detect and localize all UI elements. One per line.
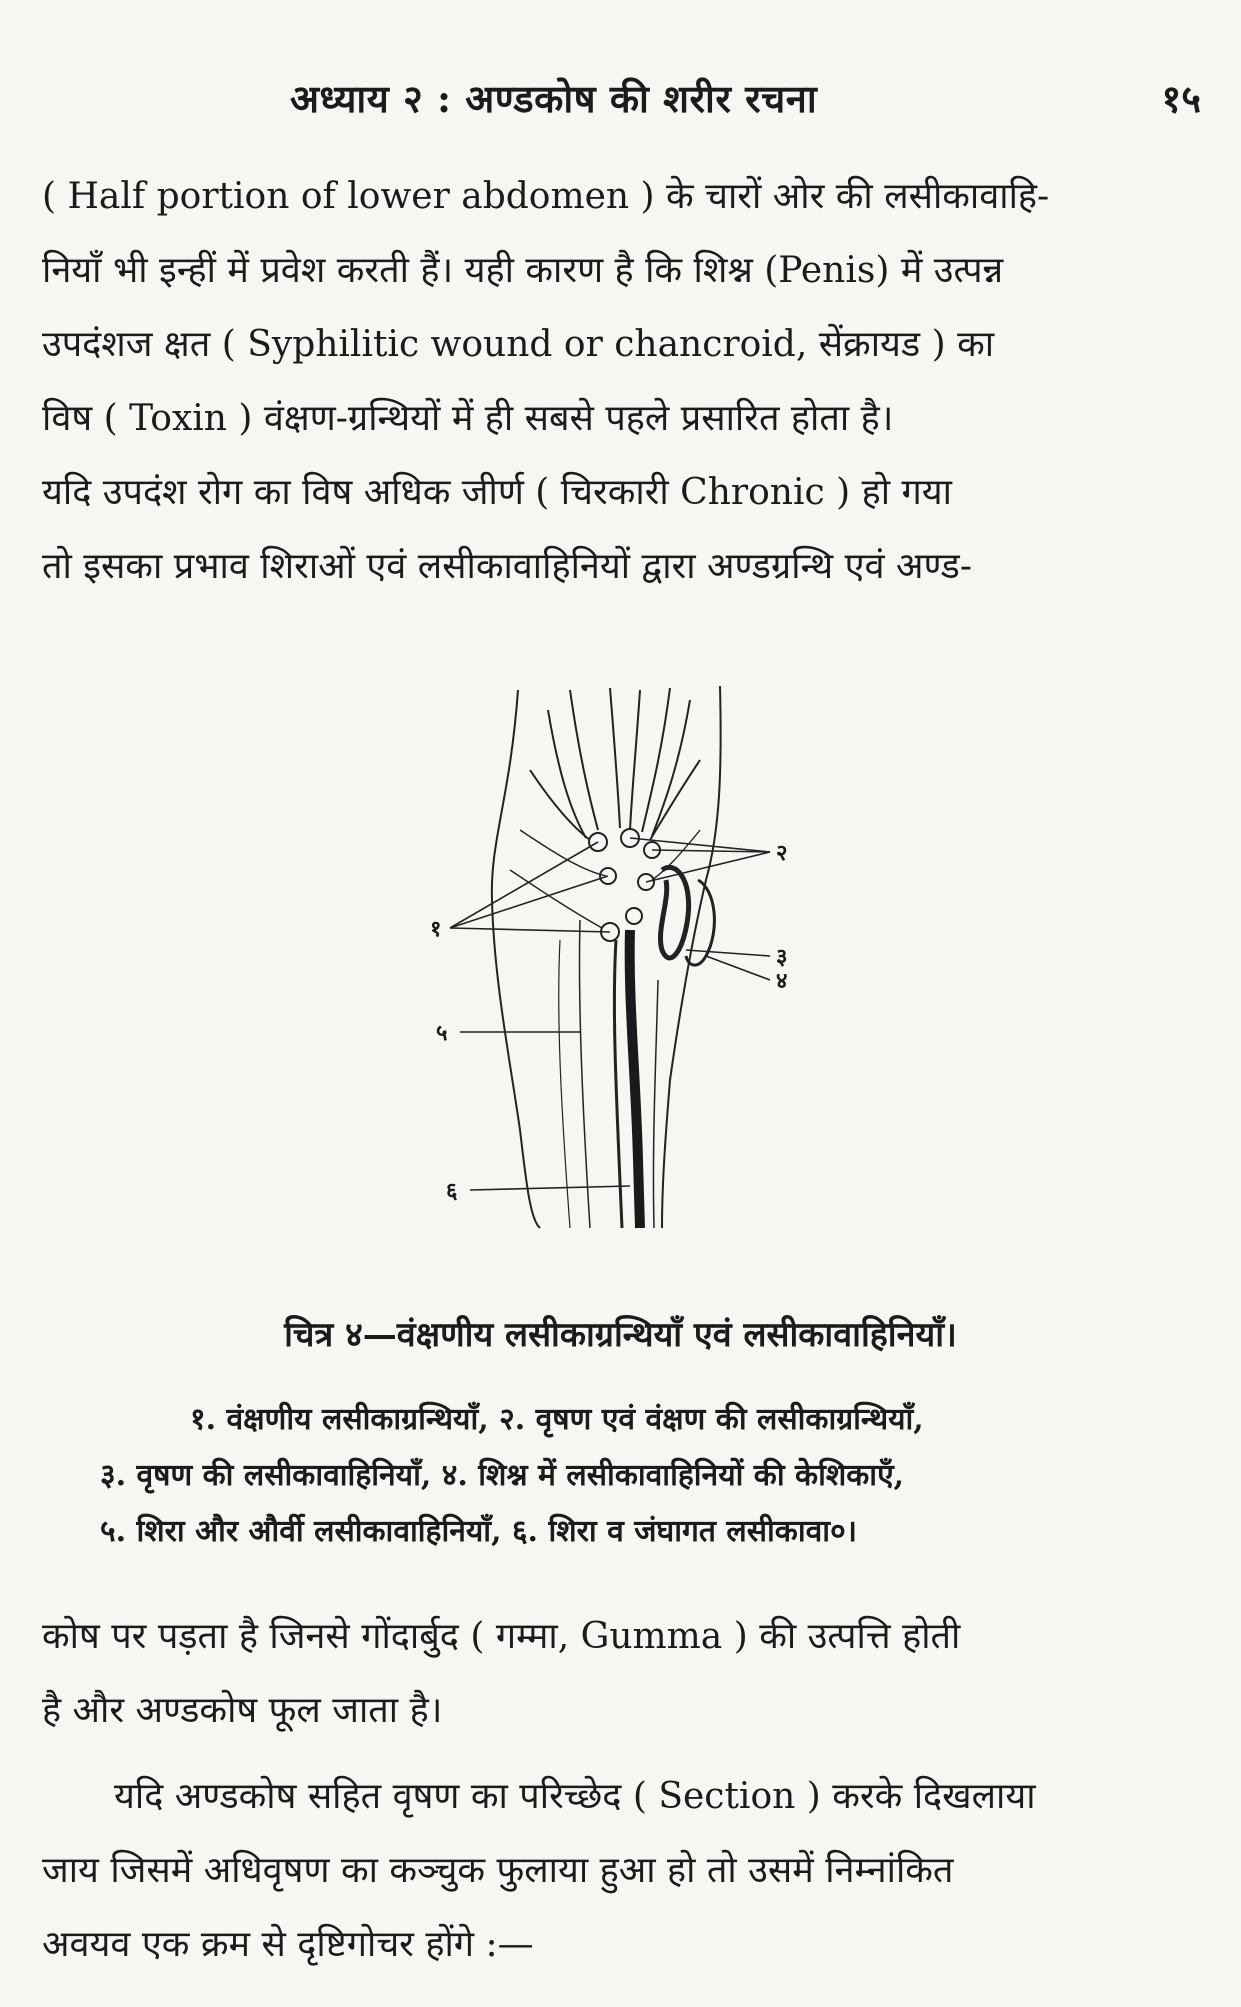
page-header bbox=[0, 72, 1241, 132]
text-line: ( Half portion of lower abdomen ) के चारों ओर की लसीकावाहि- bbox=[42, 176, 1050, 217]
text-line: नियाँ भी इन्हीं में प्रवेश करती हैं। यही कारण है कि शिश्न (Penis) में उत्पन्न bbox=[42, 250, 1004, 291]
text-line: यदि अण्डकोष सहित वृषण का परिच्छेद ( Section ) करके दिखलाया bbox=[114, 1776, 1036, 1817]
figure-label: ४ bbox=[776, 968, 788, 994]
legend-line: ३. वृषण की लसीकावाहिनियाँ, ४. शिश्न में लसीकावाहिनियों की केशिकाएँ, bbox=[100, 1458, 905, 1493]
page-number: १५ bbox=[1161, 76, 1201, 121]
figure-label: १ bbox=[430, 916, 442, 942]
text-line: यदि उपदंश रोग का विष अधिक जीर्ण ( चिरकारी Chronic ) हो गया bbox=[42, 472, 952, 513]
figure-label: २ bbox=[776, 840, 788, 866]
text-line: तो इसका प्रभाव शिराओं एवं लसीकावाहिनियों द्वारा अण्डग्रन्थि एवं अण्ड- bbox=[42, 546, 972, 587]
paragraph-1 bbox=[42, 160, 1200, 604]
anatomical-illustration bbox=[430, 680, 830, 1240]
paragraph-2 bbox=[42, 1600, 1200, 1748]
figure-label: ३ bbox=[776, 944, 788, 970]
text-line: विष ( Toxin ) वंक्षण-ग्रन्थियों में ही सबसे पहले प्रसारित होता है। bbox=[42, 398, 894, 439]
text-line: है और अण्डकोष फूल जाता है। bbox=[42, 1690, 443, 1731]
figure-caption: चित्र ४—वंक्षणीय लसीकाग्रन्थियाँ एवं लसीकावाहिनियाँ। bbox=[284, 1315, 957, 1355]
text-line: जाय जिसमें अधिवृषण का कञ्चुक फुलाया हुआ हो तो उसमें निम्नांकित bbox=[42, 1850, 954, 1891]
chapter-title: अध्याय २ : अण्डकोष की शरीर रचना bbox=[290, 76, 818, 121]
legend-line: १. वंक्षणीय लसीकाग्रन्थियाँ, २. वृषण एवं वंक्षण की लसीकाग्रन्थियाँ, bbox=[190, 1402, 924, 1437]
text-line: कोष पर पड़ता है जिनसे गोंदार्बुद ( गम्मा, Gumma ) की उत्पत्ति होती bbox=[42, 1616, 961, 1657]
legend-line: ५. शिरा और और्वी लसीकावाहिनियाँ, ६. शिरा व जंघागत लसीकावा०। bbox=[100, 1514, 858, 1549]
text-line: अवयव एक क्रम से दृष्टिगोचर होंगे :— bbox=[42, 1924, 534, 1965]
figure-label: ५ bbox=[436, 1020, 448, 1046]
figure-label: ६ bbox=[446, 1178, 458, 1204]
figure-legend bbox=[100, 1392, 1160, 1560]
paragraph-3 bbox=[42, 1760, 1200, 1982]
text-line: उपदंशज क्षत ( Syphilitic wound or chancroid, सेंक्रायड ) का bbox=[42, 324, 995, 365]
